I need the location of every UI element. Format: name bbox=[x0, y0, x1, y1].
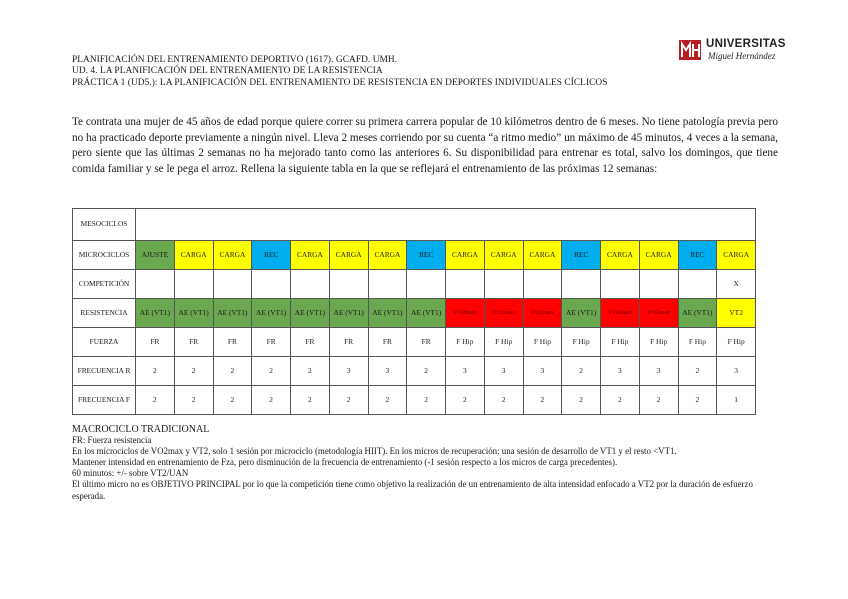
frecuencia-r-cell: 3 bbox=[639, 357, 678, 386]
row-label-competicion: COMPETICIÓN bbox=[73, 270, 136, 299]
frecuencia-f-cell: 2 bbox=[562, 386, 601, 415]
microciclo-cell: CARGA bbox=[213, 241, 252, 270]
row-label-mesociclos: MESOCICLOS bbox=[73, 209, 136, 241]
competicion-cell bbox=[562, 270, 601, 299]
microciclo-cell: REC bbox=[407, 241, 446, 270]
frecuencia-f-cell: 2 bbox=[523, 386, 562, 415]
table-row-fuerza bbox=[73, 328, 756, 357]
competicion-cell bbox=[291, 270, 330, 299]
frecuencia-r-cell: 3 bbox=[717, 357, 756, 386]
frecuencia-r-cell: 2 bbox=[407, 357, 446, 386]
fuerza-cell: FR bbox=[213, 328, 252, 357]
fuerza-cell: F Hip bbox=[601, 328, 640, 357]
competicion-cell bbox=[174, 270, 213, 299]
fuerza-cell: F Hip bbox=[523, 328, 562, 357]
frecuencia-f-cell: 2 bbox=[174, 386, 213, 415]
table-row-frecuencia-r bbox=[73, 357, 756, 386]
frecuencia-r-cell: 2 bbox=[678, 357, 717, 386]
resistencia-cell: AE (VT1) bbox=[368, 299, 407, 328]
frecuencia-f-cell: 2 bbox=[601, 386, 640, 415]
microciclo-cell: REC bbox=[252, 241, 291, 270]
university-logo bbox=[679, 38, 789, 62]
row-label-frecuencia-f: FRECUENCIA F bbox=[73, 386, 136, 415]
fuerza-cell: F Hip bbox=[639, 328, 678, 357]
frecuencia-f-cell: 2 bbox=[368, 386, 407, 415]
frecuencia-f-cell: 2 bbox=[252, 386, 291, 415]
frecuencia-r-cell: 3 bbox=[601, 357, 640, 386]
competicion-cell: X bbox=[717, 270, 756, 299]
fuerza-cell: FR bbox=[136, 328, 175, 357]
resistencia-cell: VO2max bbox=[484, 299, 523, 328]
notes-line-4: 60 minutos: +/- sobre VT2/UAN bbox=[72, 468, 189, 479]
row-label-microciclos: MICROCICLOS bbox=[73, 241, 136, 270]
frecuencia-f-cell: 2 bbox=[213, 386, 252, 415]
microciclo-cell: CARGA bbox=[601, 241, 640, 270]
microciclo-cell: CARGA bbox=[523, 241, 562, 270]
microciclo-cell: CARGA bbox=[446, 241, 485, 270]
microciclo-cell: CARGA bbox=[368, 241, 407, 270]
frecuencia-f-cell: 2 bbox=[136, 386, 175, 415]
competicion-cell bbox=[446, 270, 485, 299]
exercise-statement: Te contrata una mujer de 45 años de edad porque quiere correr su primera carrera popular de 10 kilómetros dentro de 6 meses. No tiene patología previa pero no ha practicado deporte previamente a ningún nivel. Lleva 2 meses corriendo por su cuenta “a ritmo medio” un máximo de 45 minutos, 4 veces a la semana, pero siente que las últimas 2 semanas no ha mejorado tanto como las anteriores 6. Su disponibilidad para entrenar es total, salvo los domingos, que tiene comida familiar y se le pega el arroz. Rellena la siguiente tabla en la que se reflejará el entrenamiento de las próximas 12 semanas: bbox=[72, 116, 778, 175]
microciclo-cell: REC bbox=[678, 241, 717, 270]
microciclo-cell: CARGA bbox=[717, 241, 756, 270]
fuerza-cell: F Hip bbox=[678, 328, 717, 357]
notes-line-5: El último micro no es OBJETIVO PRINCIPAL por lo que la competición tiene como objetivo la realización de un entrenamiento de alta intensidad enfocado a VT2 por la duración de esfuerzo esperada. bbox=[72, 479, 753, 501]
frecuencia-r-cell: 2 bbox=[562, 357, 601, 386]
umh-logo-icon bbox=[679, 38, 703, 60]
fuerza-cell: F Hip bbox=[446, 328, 485, 357]
frecuencia-f-cell: 1 bbox=[717, 386, 756, 415]
header-line-3: PRÁCTICA 1 (UD5.): LA PLANIFICACIÓN DEL ENTRENAMIENTO DE RESISTENCIA EN DEPORTES INDIVIDUALES CÍCLICOS bbox=[72, 77, 608, 88]
frecuencia-f-cell: 2 bbox=[291, 386, 330, 415]
frecuencia-f-cell: 2 bbox=[407, 386, 446, 415]
competicion-cell bbox=[484, 270, 523, 299]
notes-title: MACROCICLO TRADICIONAL bbox=[72, 424, 210, 435]
competicion-cell bbox=[639, 270, 678, 299]
row-label-frecuencia-r: FRECUENCIA R bbox=[73, 357, 136, 386]
resistencia-cell: AE (VT1) bbox=[252, 299, 291, 328]
competicion-cell bbox=[213, 270, 252, 299]
resistencia-cell: VO2max bbox=[639, 299, 678, 328]
frecuencia-r-cell: 3 bbox=[484, 357, 523, 386]
logo-text-miguel-hernandez: Miguel Hernández bbox=[708, 51, 776, 61]
frecuencia-r-cell: 2 bbox=[213, 357, 252, 386]
table-row-competicion bbox=[73, 270, 756, 299]
table-row-resistencia bbox=[73, 299, 756, 328]
resistencia-cell: AE (VT1) bbox=[213, 299, 252, 328]
frecuencia-r-cell: 2 bbox=[136, 357, 175, 386]
microciclo-cell: AJUSTE bbox=[136, 241, 175, 270]
resistencia-cell: AE (VT1) bbox=[407, 299, 446, 328]
resistencia-cell: VO2max bbox=[446, 299, 485, 328]
competicion-cell bbox=[523, 270, 562, 299]
resistencia-cell: AE (VT1) bbox=[174, 299, 213, 328]
fuerza-cell: F Hip bbox=[562, 328, 601, 357]
frecuencia-f-cell: 2 bbox=[678, 386, 717, 415]
fuerza-cell: FR bbox=[291, 328, 330, 357]
fuerza-cell: FR bbox=[368, 328, 407, 357]
frecuencia-f-cell: 2 bbox=[639, 386, 678, 415]
resistencia-cell: VO2max bbox=[523, 299, 562, 328]
frecuencia-r-cell: 2 bbox=[174, 357, 213, 386]
resistencia-cell: AE (VT1) bbox=[562, 299, 601, 328]
notes-line-2: En los microciclos de VO2max y VT2, solo 1 sesión por microciclo (metodología HIIT). En los micros de recuperación: una sesión de desarrollo de VT1 y el resto <VT1. bbox=[72, 446, 677, 457]
header-line-2: UD. 4. LA PLANIFICACIÓN DEL ENTRENAMIENTO DE LA RESISTENCIA bbox=[72, 66, 383, 77]
row-label-resistencia: RESISTENCIA bbox=[73, 299, 136, 328]
table-row-frecuencia-f bbox=[73, 386, 756, 415]
fuerza-cell: F Hip bbox=[717, 328, 756, 357]
notes-line-1: FR: Fuerza resistencia bbox=[72, 435, 152, 446]
notes-line-3: Mantener intensidad en entrenamiento de Fza, pero disminución de la frecuencia de entrenamiento (-1 sesión respecto a los micros de carga precedentes). bbox=[72, 457, 618, 468]
table-row-mesociclos bbox=[73, 209, 756, 241]
microciclo-cell: CARGA bbox=[639, 241, 678, 270]
frecuencia-r-cell: 3 bbox=[523, 357, 562, 386]
document-header bbox=[72, 55, 608, 89]
logo-text-universitas: UNIVERSITAS bbox=[706, 38, 786, 50]
resistencia-cell: AE (VT1) bbox=[329, 299, 368, 328]
microciclo-cell: CARGA bbox=[174, 241, 213, 270]
frecuencia-r-cell: 3 bbox=[446, 357, 485, 386]
notes-section bbox=[72, 424, 772, 502]
mesociclos-cell bbox=[136, 209, 756, 241]
competicion-cell bbox=[252, 270, 291, 299]
resistencia-cell: AE (VT1) bbox=[678, 299, 717, 328]
fuerza-cell: FR bbox=[174, 328, 213, 357]
frecuencia-f-cell: 2 bbox=[329, 386, 368, 415]
fuerza-cell: F Hip bbox=[484, 328, 523, 357]
microciclo-cell: CARGA bbox=[291, 241, 330, 270]
competicion-cell bbox=[368, 270, 407, 299]
fuerza-cell: FR bbox=[252, 328, 291, 357]
frecuencia-f-cell: 2 bbox=[484, 386, 523, 415]
microciclo-cell: CARGA bbox=[484, 241, 523, 270]
resistencia-cell: AE (VT1) bbox=[291, 299, 330, 328]
frecuencia-r-cell: 2 bbox=[252, 357, 291, 386]
fuerza-cell: FR bbox=[329, 328, 368, 357]
fuerza-cell: FR bbox=[407, 328, 446, 357]
competicion-cell bbox=[678, 270, 717, 299]
frecuencia-r-cell: 3 bbox=[329, 357, 368, 386]
row-label-fuerza: FUERZA bbox=[73, 328, 136, 357]
frecuencia-r-cell: 3 bbox=[368, 357, 407, 386]
microciclo-cell: REC bbox=[562, 241, 601, 270]
frecuencia-r-cell: 2 bbox=[291, 357, 330, 386]
resistencia-cell: AE (VT1) bbox=[136, 299, 175, 328]
resistencia-cell: VO2max bbox=[601, 299, 640, 328]
frecuencia-f-cell: 2 bbox=[446, 386, 485, 415]
table-row-microciclos bbox=[73, 241, 756, 270]
competicion-cell bbox=[407, 270, 446, 299]
competicion-cell bbox=[136, 270, 175, 299]
training-plan-table bbox=[72, 208, 756, 415]
resistencia-cell: VT2 bbox=[717, 299, 756, 328]
competicion-cell bbox=[601, 270, 640, 299]
microciclo-cell: CARGA bbox=[329, 241, 368, 270]
header-line-1: PLANIFICACIÓN DEL ENTRENAMIENTO DEPORTIVO (1617). GCAFD. UMH. bbox=[72, 55, 398, 65]
competicion-cell bbox=[329, 270, 368, 299]
